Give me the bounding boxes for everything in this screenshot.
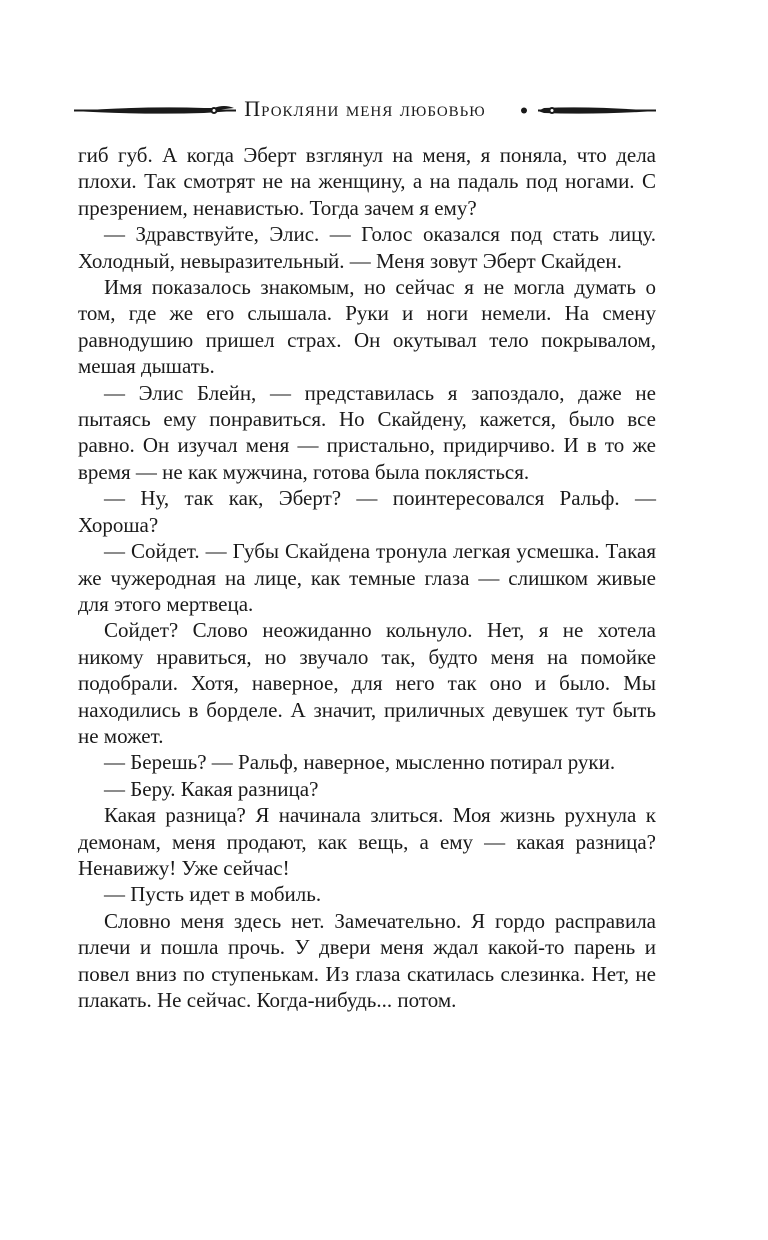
paragraph: Какая разница? Я начинала злиться. Моя жизнь рухнула к демонам, меня продают, как вещь, а ему — какая разница? Ненавижу! Уже сейчас!	[78, 803, 656, 880]
paragraph: — Берешь? — Ральф, наверное, мысленно потирал руки.	[104, 750, 616, 775]
paragraph: Имя показалось знакомым, но сейчас я не могла думать о том, где же его слышала. Руки и ноги немели. На смену равнодушию пришел страх. Он окутывал тело покрывалом, мешая дышать.	[78, 275, 656, 379]
paragraph: — Сойдет. — Губы Скайдена тронула легкая усмешка. Такая же чужеродная на лице, как темные глаза — слишком живые для этого мертвеца.	[78, 539, 656, 616]
running-header-title: Прокляни меня любовью	[74, 96, 656, 122]
paragraph: — Здравствуйте, Элис. — Голос оказался под стать лицу. Холодный, невыразительный. — Меня зовут Эберт Скайден.	[78, 222, 656, 273]
paragraph: — Элис Блейн, — представилась я запоздало, даже не пытаясь ему понравиться. Но Скайдену, кажется, было все равно. Он изучал меня — пристально, придирчиво. И в то же время — не как мужчина, готова была поклясться.	[78, 380, 656, 484]
paragraph: Словно меня здесь нет. Замечательно. Я гордо расправила плечи и пошла прочь. У двери меня ждал какой-то парень и повел вниз по ступенькам. Из глаза скатилась слезинка. Нет, не плакать. Не сейчас. Когда-нибудь... потом.	[78, 908, 656, 1012]
running-header	[74, 92, 656, 128]
paragraph: — Ну, так как, Эберт? — поинтересовался Ральф. — Хороша?	[78, 486, 656, 537]
paragraph: гиб губ. А когда Эберт взглянул на меня, я поняла, что дела плохи. Так смотрят не на женщину, а на падаль под ногами. С презрением, ненавистью. Тогда зачем я ему?	[78, 143, 656, 220]
paragraph: — Пусть идет в мобиль.	[104, 882, 322, 907]
paragraph: — Беру. Какая разница?	[104, 776, 319, 801]
body-text	[78, 142, 656, 1013]
paragraph: Сойдет? Слово неожиданно кольнуло. Нет, я не хотела никому нравиться, но звучало так, будто меня на помойке подобрали. Хотя, наверное, для него так оно и было. Мы находились в борделе. А значит, приличных девушек тут быть не может.	[78, 618, 656, 748]
